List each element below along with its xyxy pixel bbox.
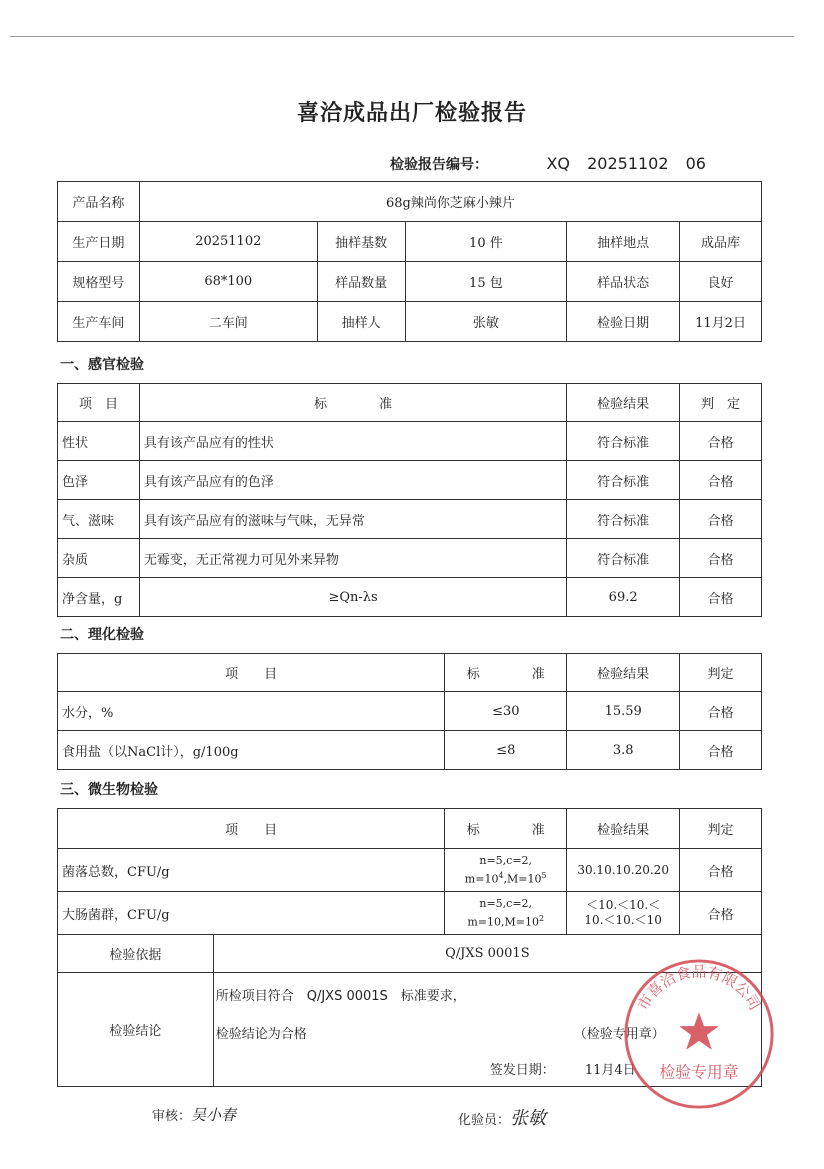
- item-cell: 净含量，g: [58, 578, 140, 617]
- seal-bottom-text: 检验专用章: [659, 1062, 739, 1082]
- table-row: [58, 578, 762, 617]
- standard-line: [445, 868, 566, 887]
- result-cell: [567, 892, 680, 935]
- standard-cell: ≥Qn-λs: [139, 578, 566, 617]
- col-header-item: 项 目: [58, 384, 140, 422]
- result-cell: 符合标准: [567, 500, 680, 539]
- verdict-cell: 合格: [680, 731, 762, 770]
- table-row: [58, 692, 762, 731]
- tester-name: 张敏: [510, 1108, 547, 1129]
- result-cell: 3.8: [567, 731, 680, 770]
- standard-line: n=5,c=2,: [479, 854, 533, 868]
- item-cell: 色泽: [58, 461, 140, 500]
- table-row: [58, 422, 762, 461]
- conclusion-line: 所检项目符合 Q/JXS 0001S 标准要求，: [215, 989, 466, 1004]
- standard-m-exp: 4: [498, 871, 504, 881]
- standard-m: m=10: [464, 872, 499, 886]
- reviewer-label: 审核：: [152, 1109, 192, 1124]
- reviewer-signature: [152, 1104, 236, 1125]
- table-row: [58, 500, 762, 539]
- report-number-value: XQ 20251102 06: [546, 154, 706, 173]
- physchem-heading: 二、理化检验: [60, 627, 144, 643]
- standard-cell: [445, 892, 567, 935]
- seal-top-text: 市喜洽食品有限公司: [634, 963, 764, 1014]
- verdict-cell: 合格: [680, 500, 762, 539]
- conclusion-label: 检验结论: [58, 973, 214, 1087]
- result-cell: 15.59: [567, 692, 680, 731]
- col-header-verdict: 判定: [680, 654, 762, 692]
- standard-cell: 无霉变，无正常视力可见外来异物: [139, 539, 566, 578]
- top-rule: [10, 36, 794, 37]
- table-row: [58, 539, 762, 578]
- micro-heading: 三、微生物检验: [60, 782, 158, 798]
- physchem-table: [57, 653, 762, 770]
- conclusion-line: 检验结论为合格: [215, 1027, 307, 1042]
- result-cell: 符合标准: [567, 422, 680, 461]
- standard-cell: [445, 849, 567, 892]
- col-header-result: 检验结果: [567, 384, 680, 422]
- sample-base-value: 10 件: [405, 222, 567, 262]
- prod-date-label: 生产日期: [58, 222, 140, 262]
- table-row: [58, 731, 762, 770]
- table-row: [58, 849, 762, 892]
- col-header-item: 项 目: [58, 654, 445, 692]
- standard-m: m=10: [467, 915, 501, 929]
- result-line: ＜10.＜10.＜: [586, 898, 661, 912]
- issue-date: [490, 1059, 636, 1078]
- item-cell: 食用盐（以NaCl计），g/100g: [58, 731, 445, 770]
- verdict-cell: 合格: [680, 578, 762, 617]
- col-header-standard: 标 准: [445, 654, 567, 692]
- sample-base-label: 抽样基数: [317, 222, 405, 262]
- product-name-label: 产品名称: [58, 182, 140, 222]
- col-header-result: 检验结果: [567, 654, 680, 692]
- item-cell: 大肠菌群，CFU/g: [58, 892, 445, 935]
- standard-M-exp: 5: [541, 871, 547, 881]
- standard-M: ,M=10: [501, 915, 539, 929]
- result-cell: 符合标准: [567, 539, 680, 578]
- inspect-date-value: 11月2日: [680, 302, 762, 342]
- workshop-value: 二车间: [139, 302, 317, 342]
- verdict-cell: 合格: [680, 422, 762, 461]
- report-number: [390, 154, 706, 174]
- sampler-label: 抽样人: [317, 302, 405, 342]
- col-header-result: 检验结果: [567, 809, 680, 849]
- spec-label: 规格型号: [58, 262, 140, 302]
- standard-line: n=5,c=2,: [479, 897, 533, 911]
- standard-cell: 具有该产品应有的色泽: [139, 461, 566, 500]
- item-cell: 性状: [58, 422, 140, 461]
- verdict-cell: 合格: [680, 539, 762, 578]
- verdict-cell: 合格: [680, 892, 762, 935]
- reviewer-name: 吴小春: [191, 1106, 237, 1124]
- result-line: 30.10.10.20.20: [577, 862, 669, 877]
- page-title: 喜洽成品出厂检验报告: [296, 101, 527, 126]
- item-cell: 水分，%: [58, 692, 445, 731]
- result-cell: 符合标准: [567, 461, 680, 500]
- report-number-label: 检验报告编号：: [390, 157, 488, 173]
- standard-cell: 具有该产品应有的滋味与气味，无异常: [139, 500, 566, 539]
- spec-value: 68*100: [139, 262, 317, 302]
- standard-cell: 具有该产品应有的性状: [139, 422, 566, 461]
- sample-place-label: 抽样地点: [567, 222, 680, 262]
- verdict-cell: 合格: [680, 461, 762, 500]
- inspection-seal: [620, 955, 778, 1113]
- sensory-heading: 一、感官检验: [60, 357, 144, 373]
- sample-state-label: 样品状态: [567, 262, 680, 302]
- product-info-table: [57, 181, 762, 342]
- basis-label: 检验依据: [58, 935, 214, 973]
- inspect-date-label: 检验日期: [567, 302, 680, 342]
- result-line: 10.＜10.＜10: [584, 913, 662, 927]
- tester-label: 化验员：: [458, 1113, 511, 1128]
- verdict-cell: 合格: [680, 849, 762, 892]
- standard-cell: ≤30: [445, 692, 567, 731]
- sample-state-value: 良好: [680, 262, 762, 302]
- sample-qty-value: 15 包: [405, 262, 567, 302]
- standard-M: ,M=10: [503, 872, 542, 886]
- prod-date-value: 20251102: [139, 222, 317, 262]
- sensory-table: [57, 383, 762, 617]
- verdict-cell: 合格: [680, 692, 762, 731]
- result-cell: [567, 849, 680, 892]
- sample-qty-label: 样品数量: [317, 262, 405, 302]
- item-cell: 菌落总数，CFU/g: [58, 849, 445, 892]
- col-header-standard: 标 准: [139, 384, 566, 422]
- sampler-value: 张敏: [405, 302, 567, 342]
- tester-signature: [458, 1104, 546, 1130]
- basis-value: Q/JXS 0001S: [213, 935, 761, 973]
- col-header-item: 项 目: [58, 809, 445, 849]
- table-row: [58, 461, 762, 500]
- standard-cell: ≤8: [445, 731, 567, 770]
- seal-star-icon: [679, 1012, 719, 1050]
- item-cell: 杂质: [58, 539, 140, 578]
- col-header-verdict: 判定: [680, 809, 762, 849]
- table-row: [58, 892, 762, 935]
- workshop-label: 生产车间: [58, 302, 140, 342]
- standard-line: [445, 911, 566, 930]
- issue-date-value: 11月4日: [584, 1063, 636, 1078]
- result-cell: 69.2: [567, 578, 680, 617]
- issue-date-label: 签发日期：: [489, 1063, 555, 1078]
- sample-place-value: 成品库: [680, 222, 762, 262]
- col-header-standard: 标 准: [445, 809, 567, 849]
- product-name-value: 68g辣尚你芝麻小辣片: [139, 182, 761, 222]
- col-header-verdict: 判 定: [680, 384, 762, 422]
- item-cell: 气、滋味: [58, 500, 140, 539]
- stamp-note: （检验专用章）: [573, 1027, 665, 1042]
- standard-M-exp: 2: [538, 914, 545, 924]
